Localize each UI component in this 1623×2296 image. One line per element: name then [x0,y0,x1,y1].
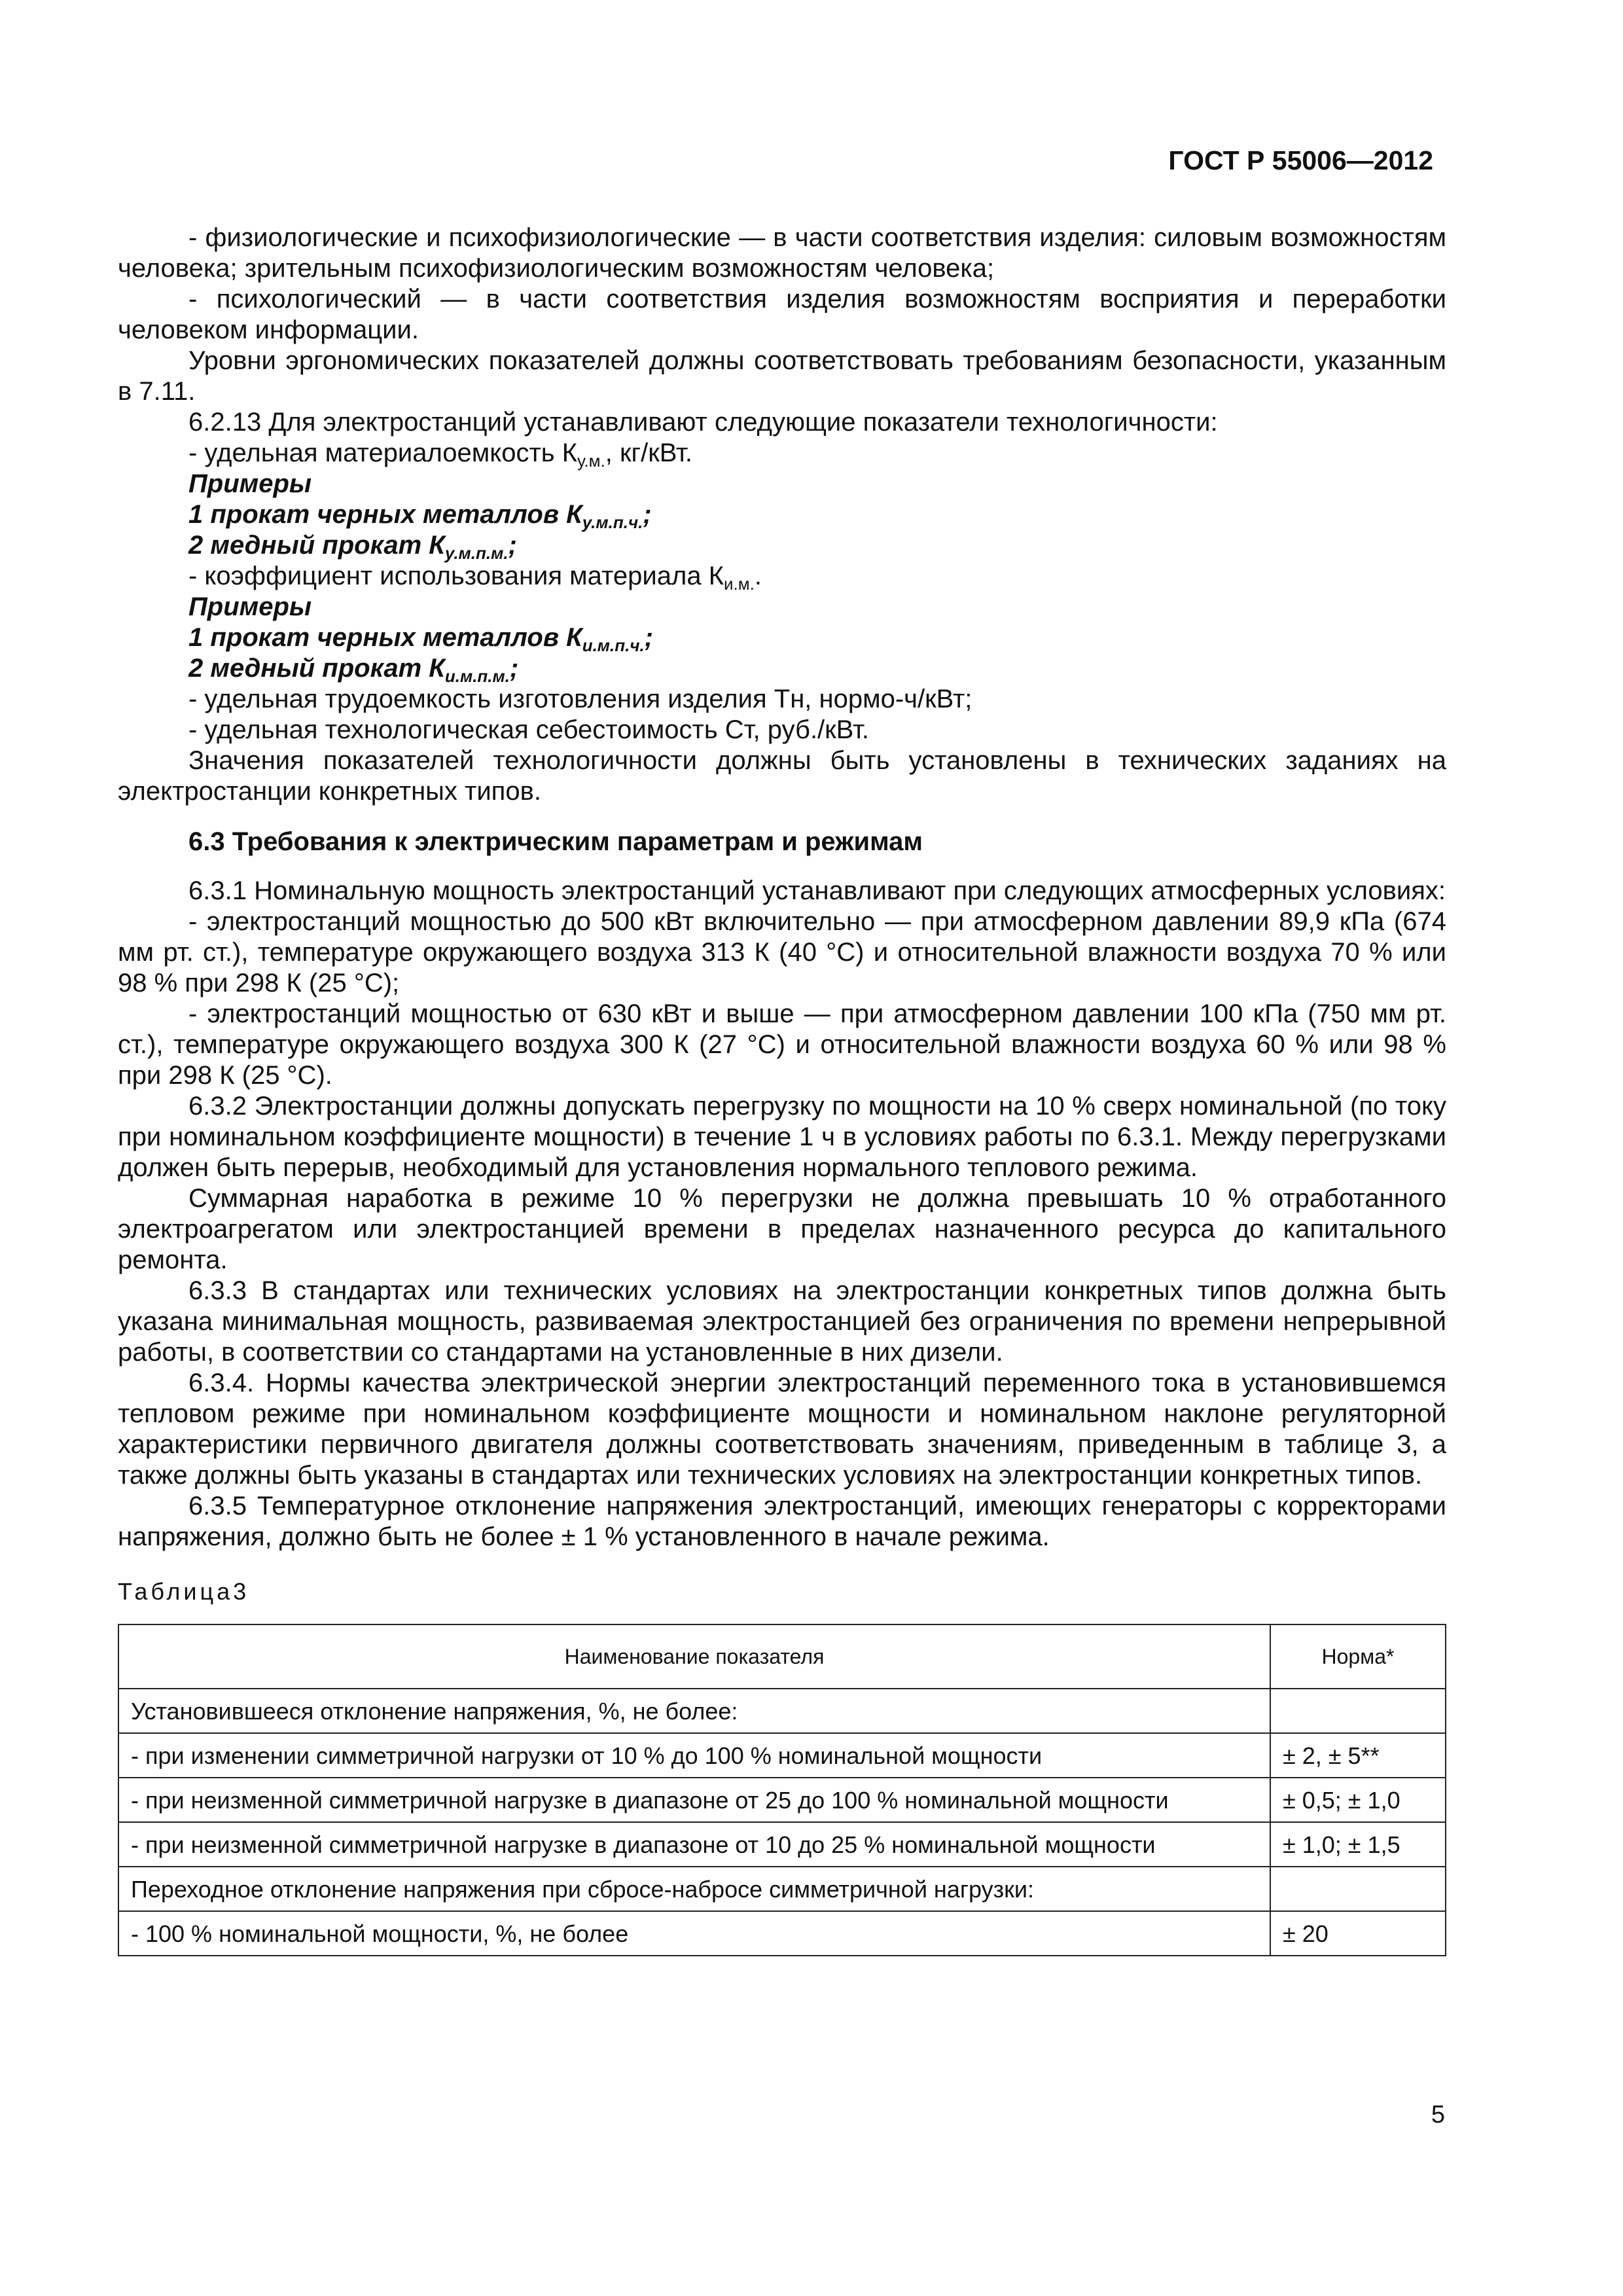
text-run: 1 прокат черных металлов К [188,500,582,529]
paragraph: 6.3.4. Нормы качества электрической энергии электростанций переменного тока в установившемся тепловом режиме при номинальном коэффициенте мощности и номинальном наклоне регуляторной характеристики первичного двигателя должны соответствовать значениям, приведенным в таблице 3, а также должны быть указаны в стандартах или технических условиях на электростанции конкретных типов. [118,1369,1446,1490]
cell-indicator: - при неизменной симметричной нагрузке в диапазоне от 25 до 100 % номинальной мощности [118,1778,1270,1822]
paragraph: - удельная трудоемкость изготовления изделия Тн, нормо-ч/кВт; [188,685,972,713]
table-row [118,1778,1446,1822]
cell-norm: ± 1,0; ± 1,5 [1270,1822,1446,1867]
subscript: у.м.п.ч. [582,512,643,532]
paragraph [118,438,1446,469]
cell-indicator: Переходное отклонение напряжения при сбросе-набросе симметричной нагрузки: [118,1867,1270,1911]
cell-norm: ± 0,5; ± 1,0 [1270,1778,1446,1822]
cell-indicator: - при изменении симметричной нагрузки от 10 % до 100 % номинальной мощности [118,1733,1270,1778]
section-heading: 6.3 Требования к электрическим параметрам и режимам [188,827,923,856]
text-run: ; [644,623,654,652]
paragraph: - психологический — в части соответствия изделия возможностям восприятия и переработки человеком информации. [118,285,1446,344]
norms-table [118,1624,1446,1956]
cell-norm: ± 20 [1270,1911,1446,1956]
paragraph: Уровни эргономических показателей должны соответствовать требованиям безопасности, указанным в 7.11. [118,346,1446,406]
text-run: ; [508,531,517,560]
body-text [118,223,1446,1956]
paragraph: 6.3.1 Номинальную мощность электростанций устанавливают при следующих атмосферных условиях: [188,876,1446,905]
example-item [118,530,1446,561]
text-run: 1 прокат черных металлов К [188,623,582,652]
example-label: Примеры [188,592,312,621]
paragraph: - физиологические и психофизиологические — в части соответствия изделия: силовым возможностям человека; зрительным психофизиологическим возможностям человека; [118,223,1446,283]
cell-norm [1270,1867,1446,1911]
header-indicator: Наименование показателя [118,1624,1270,1689]
paragraph: - удельная технологическая себестоимость Ст, руб./кВт. [188,715,870,744]
table-caption: Таблица3 [118,1578,250,1605]
paragraph: 6.3.2 Электростанции должны допускать перегрузку по мощности на 10 % сверх номинальной (по току при номинальном коэффициенте мощности) в течение 1 ч в условиях работы по 6.3.1. Между перегрузками должен быть перерыв, необходимый для установления нормального теплового режима. [118,1092,1446,1182]
paragraph: - электростанций мощностью от 630 кВт и выше — при атмосферном давлении 100 кПа (750 мм рт. ст.), температуре окружающего воздуха 300 К (27 °С) и относительной влажности воздуха 60 % или 98 % при 298 К (25 °С). [118,999,1446,1090]
text-run: . [754,562,762,590]
subscript: у.м. [577,451,605,471]
header-norm: Норма* [1270,1624,1446,1689]
subscript: и.м.п.ч. [582,636,645,655]
table-row [118,1822,1446,1867]
paragraph: 6.3.5 Температурное отклонение напряжения электростанций, имеющих генераторы с корректорами напряжения, должно быть не более ± 1 % установленного в начале режима. [118,1492,1446,1551]
text-run: 2 медный прокат К [188,654,445,683]
subscript: и.м. [724,574,755,594]
example-item [118,653,1446,684]
paragraph: 6.3.3 В стандартах или технических условиях на электростанции конкретных типов должна быть указана минимальная мощность, развиваемая электростанцией без ограничения по времени непрерывной работы, в соответствии со стандартами на установленные в них дизели. [118,1276,1446,1367]
text-run: , кг/кВт. [605,439,693,467]
paragraph: - электростанций мощностью до 500 кВт включительно — при атмосферном давлении 89,9 кПа (674 мм рт. ст.), температуре окружающего воздуха 313 К (40 °С) и относительной влажности воздуха 70 % или 98 % при 298 К (25 °С); [118,907,1446,997]
text-run: ; [509,654,519,683]
text-run: - коэффициент использования материала К [188,562,724,590]
document-code: ГОСТ Р 55006—2012 [1168,145,1433,175]
table-row [118,1867,1446,1911]
text-run: ; [643,500,652,529]
example-label: Примеры [188,469,312,498]
subscript: и.м.п.м. [444,666,510,686]
cell-indicator: - при неизменной симметричной нагрузке в диапазоне от 10 до 25 % номинальной мощности [118,1822,1270,1867]
cell-indicator: Установившееся отклонение напряжения, %, не более: [118,1689,1270,1733]
example-item [118,499,1446,530]
cell-indicator: - 100 % номинальной мощности, %, не более [118,1911,1270,1956]
paragraph [118,561,1446,592]
paragraph: Суммарная наработка в режиме 10 % перегрузки не должна превышать 10 % отработанного электроагрегатом или электростанцией времени в пределах назначенного ресурса до капитального ремонта. [118,1184,1446,1274]
cell-norm [1270,1689,1446,1733]
page-number: 5 [1431,2101,1445,2128]
table-row [118,1733,1446,1778]
table-row [118,1911,1446,1956]
text-run: - удельная материалоемкость К [188,439,578,467]
cell-norm: ± 2, ± 5** [1270,1733,1446,1778]
example-item [118,622,1446,653]
table-header-row [118,1624,1446,1689]
subscript: у.м.п.м. [444,543,508,563]
table-row [118,1689,1446,1733]
text-run: 2 медный прокат К [188,531,445,560]
paragraph: Значения показателей технологичности должны быть установлены в технических заданиях на электростанции конкретных типов. [118,746,1446,806]
paragraph: 6.2.13 Для электростанций устанавливают следующие показатели технологичности: [188,408,1218,437]
